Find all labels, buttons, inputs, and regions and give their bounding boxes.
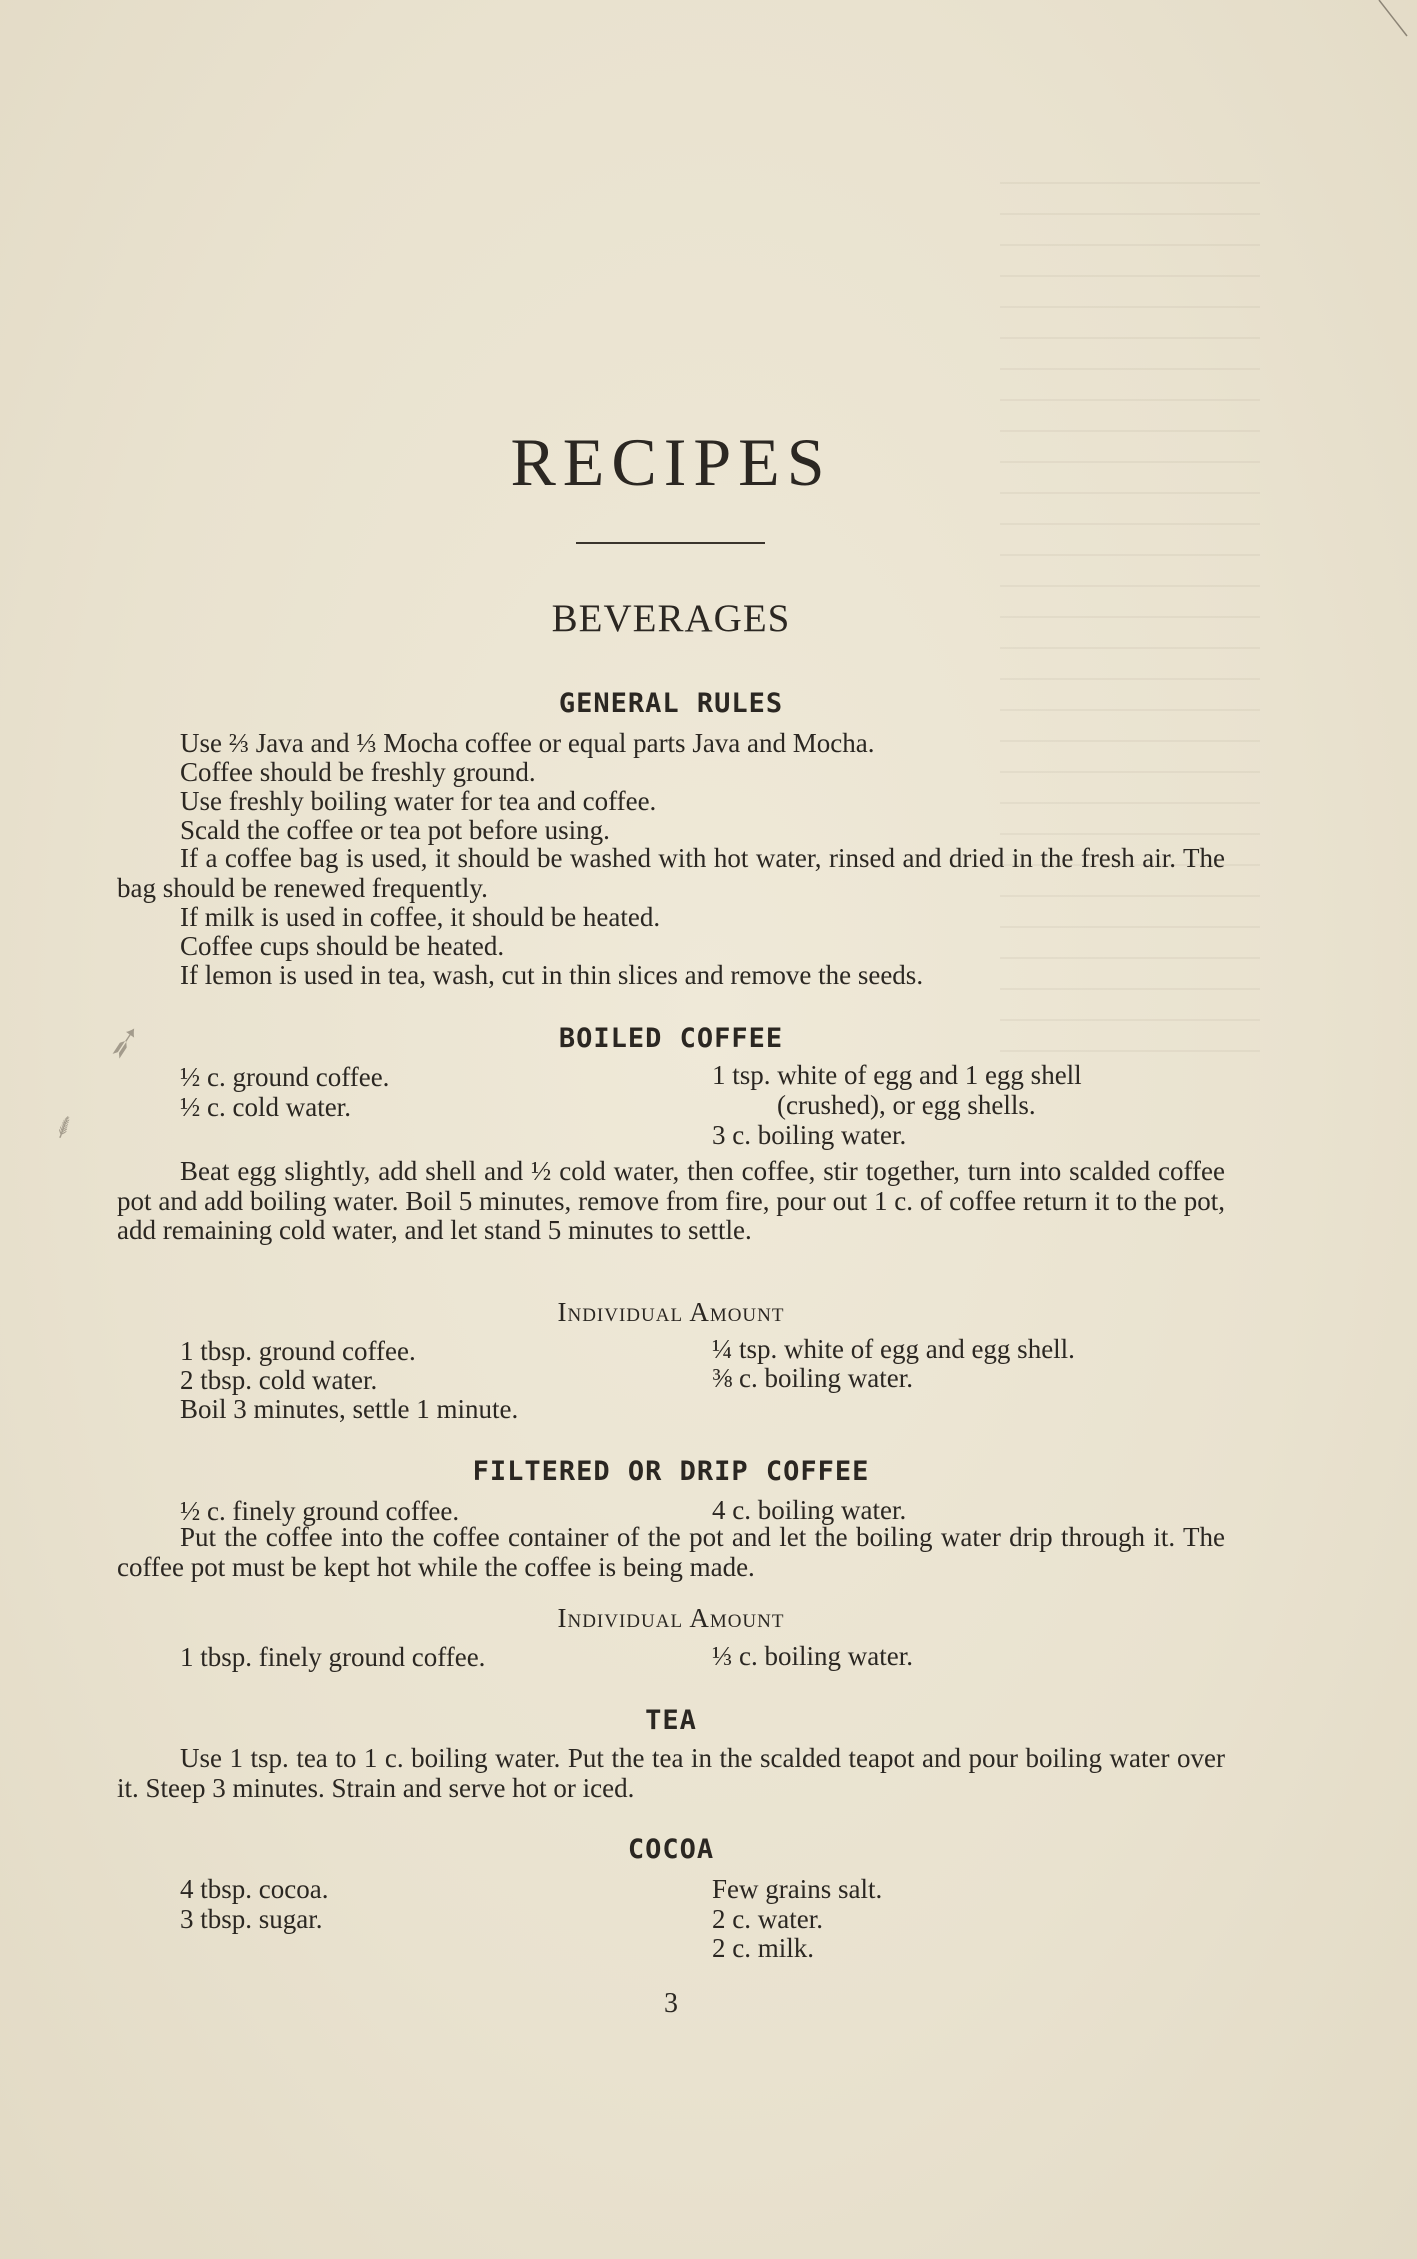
boiled-ind-right-2: ⅜ c. boiling water. — [712, 1363, 913, 1393]
boiled-coffee-heading: BOILED COFFEE — [558, 1023, 784, 1054]
boiled-ind-left-1: 1 tbsp. ground coffee. — [180, 1336, 416, 1366]
main-title: RECIPES — [510, 424, 832, 500]
pencil-annotation-1: ➶ — [98, 1015, 145, 1071]
boiled-individual-heading: Individual Amount — [557, 1297, 785, 1327]
filtered-ind-left: 1 tbsp. finely ground coffee. — [180, 1642, 486, 1672]
general-rule-7: If lemon is used in tea, wash, cut in thin slices and remove the seeds. — [180, 960, 924, 990]
pencil-annotation-2: ⸙ — [45, 1107, 79, 1148]
boiled-ind-left-2: 2 tbsp. cold water. — [180, 1365, 378, 1395]
title-rule — [576, 542, 765, 544]
cocoa-right-ingredient-3: 2 c. milk. — [712, 1933, 814, 1963]
filtered-ind-right: ⅓ c. boiling water. — [712, 1641, 913, 1671]
boiled-coffee-method: Beat egg slightly, add shell and ½ cold water, then coffee, stir together, turn into scalded coffee pot and add boiling water. Boil 5 minutes, remove from fire, pour out 1 c. of coffee return it to the pot, add remaining cold water, and let stand 5 minutes to settle. — [117, 1156, 1225, 1245]
boiled-ind-left-3: Boil 3 minutes, settle 1 minute. — [180, 1394, 519, 1424]
filtered-right-ingredient: 4 c. boiling water. — [712, 1495, 907, 1525]
cocoa-left-ingredient-2: 3 tbsp. sugar. — [180, 1904, 323, 1934]
cocoa-heading: COCOA — [627, 1834, 715, 1865]
cocoa-right-ingredient-2: 2 c. water. — [712, 1904, 823, 1934]
boiled-right-ingredient-2: (crushed), or egg shells. — [777, 1090, 1036, 1120]
general-rules-heading: GENERAL RULES — [558, 688, 784, 719]
boiled-left-ingredient-1: ½ c. ground coffee. — [180, 1062, 390, 1092]
cocoa-left-ingredient-1: 4 tbsp. cocoa. — [180, 1874, 329, 1904]
corner-crease-mark — [1373, 0, 1413, 40]
boiled-left-ingredient-2: ½ c. cold water. — [180, 1092, 351, 1122]
general-rule-6: Coffee cups should be heated. — [180, 931, 505, 961]
boiled-right-ingredient-1: 1 tsp. white of egg and 1 egg shell — [712, 1060, 1082, 1090]
general-rule-bag: If a coffee bag is used, it should be washed with hot water, rinsed and dried in the fresh air. The bag should be renewed frequently. — [117, 843, 1225, 903]
cocoa-right-ingredient-1: Few grains salt. — [712, 1874, 883, 1904]
tea-heading: TEA — [645, 1705, 697, 1736]
general-rule-4: Scald the coffee or tea pot before using. — [180, 815, 610, 845]
page-number: 3 — [664, 1988, 678, 2019]
section-title: BEVERAGES — [551, 597, 791, 640]
general-rule-5: If milk is used in coffee, it should be heated. — [180, 902, 661, 932]
general-rule-3: Use freshly boiling water for tea and coffee. — [180, 786, 657, 816]
tea-method: Use 1 tsp. tea to 1 c. boiling water. Put the tea in the scalded teapot and pour boiling water over it. Steep 3 minutes. Strain and serve hot or iced. — [117, 1743, 1225, 1803]
filtered-coffee-method: Put the coffee into the coffee container of the pot and let the boiling water drip through it. The coffee pot must be kept hot while the coffee is being made. — [117, 1522, 1225, 1582]
filtered-individual-heading: Individual Amount — [557, 1603, 785, 1633]
general-rule-1: Use ⅔ Java and ⅓ Mocha coffee or equal parts Java and Mocha. — [180, 728, 875, 758]
boiled-ind-right-1: ¼ tsp. white of egg and egg shell. — [712, 1334, 1075, 1364]
general-rule-2: Coffee should be freshly ground. — [180, 757, 536, 787]
boiled-right-ingredient-3: 3 c. boiling water. — [712, 1120, 907, 1150]
filtered-left-ingredient: ½ c. finely ground coffee. — [180, 1496, 460, 1526]
filtered-coffee-heading: FILTERED OR DRIP COFFEE — [472, 1456, 870, 1487]
